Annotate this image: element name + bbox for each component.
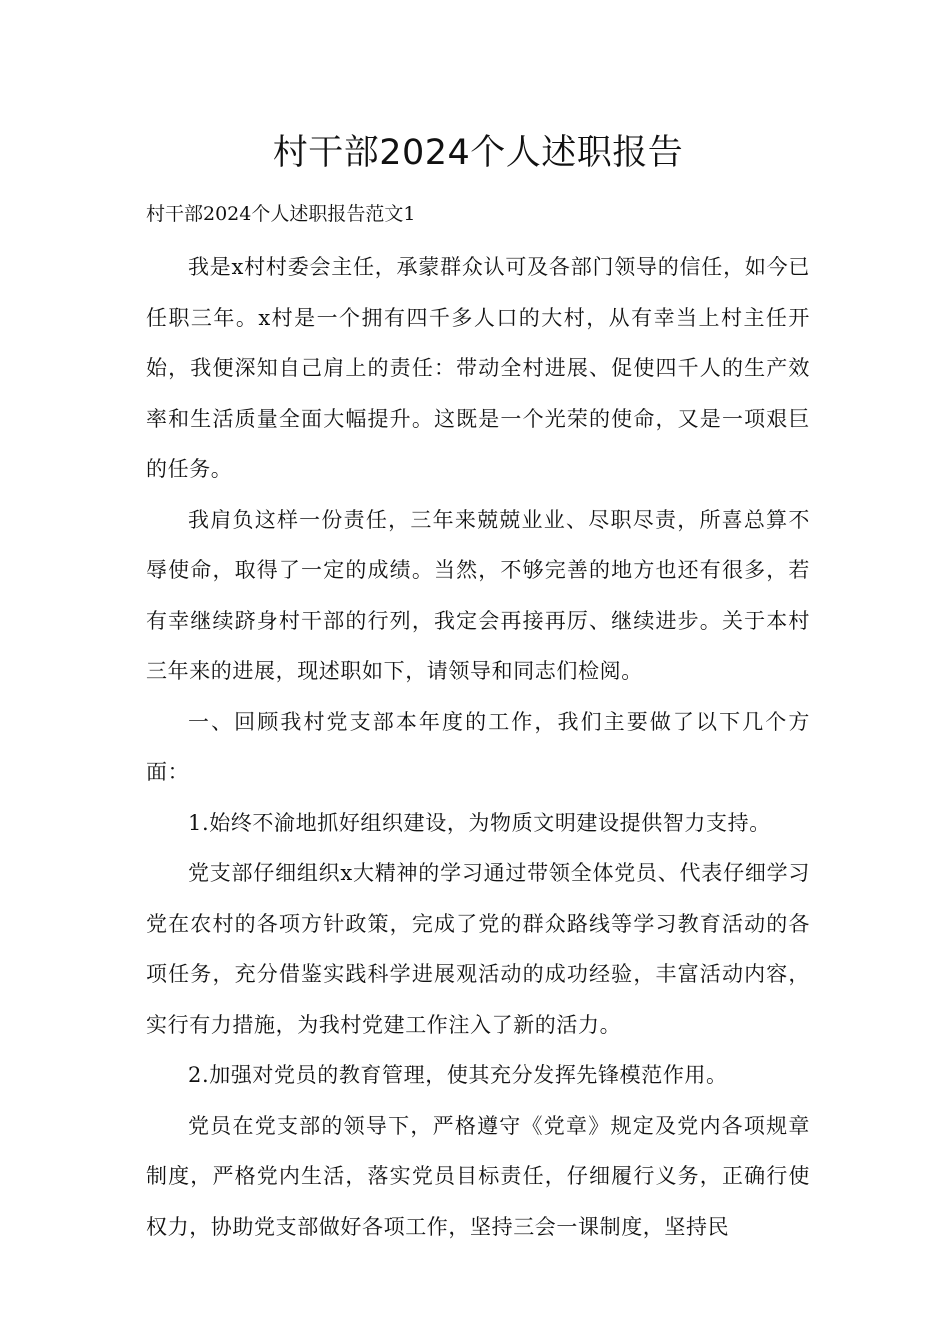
paragraph-responsibility: 我肩负这样一份责任，三年来兢兢业业、尽职尽责，所喜总算不辱使命，取得了一定的成绩。当然，不够完善的地方也还有很多，若有幸继续跻身村干部的行列，我定会再接再厉、继续进步。关于本村三年来的进展，现述职如下，请领导和同志们检阅。 (146, 507, 810, 683)
paragraph-intro: 我是x村村委会主任，承蒙群众认可及各部门领导的信任，如今已任职三年。x村是一个拥有四千多人口的大村，从有幸当上村主任开始，我便深知自己肩上的责任：带动全村进展、促使四千人的生产效率和生活质量全面大幅提升。这既是一个光荣的使命，又是一项艰巨的任务。 (146, 255, 810, 481)
document-subtitle: 村干部2024个人述职报告范文1 (146, 203, 416, 225)
subsection-heading-organization: 1.始终不渝地抓好组织建设，为物质文明建设提供智力支持。 (188, 810, 771, 835)
subsection-heading-party-members: 2.加强对党员的教育管理，使其充分发挥先锋模范作用。 (188, 1063, 728, 1087)
document-title: 村干部2024个人述职报告 (272, 133, 684, 173)
paragraph-organization: 党支部仔细组织x大精神的学习通过带领全体党员、代表仔细学习党在农村的各项方针政策，完成了党的群众路线等学习教育活动的各项任务，充分借鉴实践科学进展观活动的成功经验，丰富活动内容，实行有力措施，为我村党建工作注入了新的活力。 (146, 861, 810, 1037)
section-heading-review: 一、回顾我村党支部本年度的工作，我们主要做了以下几个方面： (146, 709, 810, 784)
paragraph-party-members: 党员在党支部的领导下，严格遵守《党章》规定及党内各项规章制度，严格党内生活，落实党员目标责任，仔细履行义务，正确行使权力，协助党支部做好各项工作，坚持三会一课制度，坚持民 (146, 1113, 810, 1239)
